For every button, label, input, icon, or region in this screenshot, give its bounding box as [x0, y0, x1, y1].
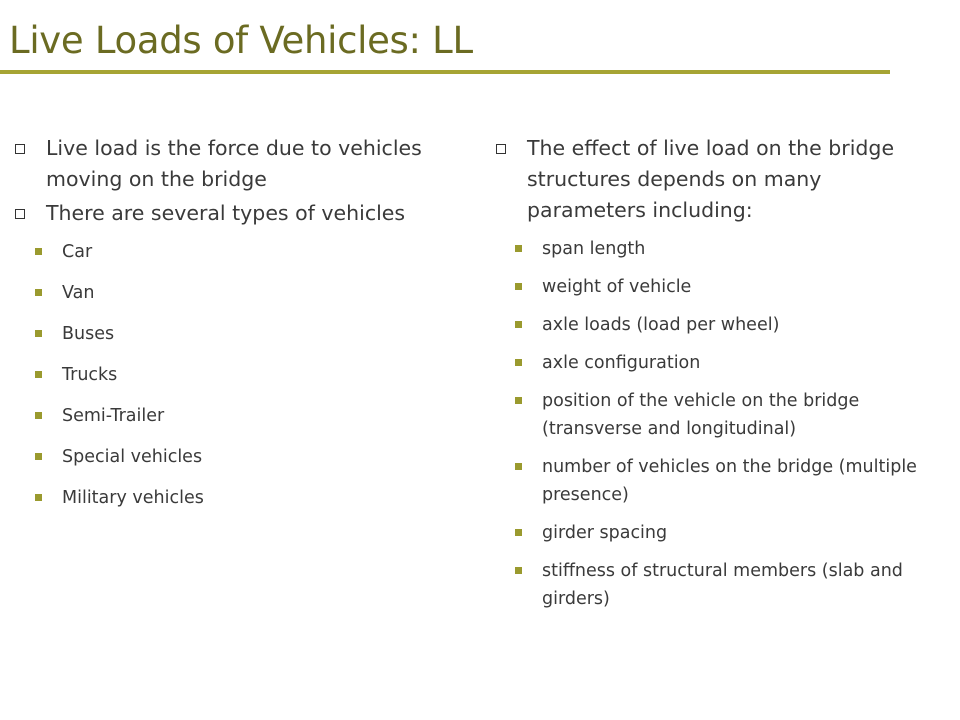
filled-square-bullet-icon: [35, 371, 42, 378]
filled-square-bullet-icon: [515, 567, 522, 574]
parameter-item: [512, 519, 935, 547]
sub-item-text: Buses: [62, 324, 115, 344]
bullet-vehicle-types: [14, 198, 444, 229]
sub-item-text: Semi-Trailer: [62, 406, 165, 426]
sub-item-text: Military vehicles: [62, 488, 204, 508]
vehicle-type-item: [32, 361, 444, 389]
vehicle-type-item: [32, 484, 444, 512]
sub-item-text: Trucks: [62, 365, 118, 385]
parameter-item: [512, 387, 935, 443]
right-bullet-list: [495, 133, 935, 226]
vehicle-type-item: [32, 443, 444, 471]
left-column: [14, 133, 444, 525]
parameter-item: [512, 453, 935, 509]
sub-item-text: weight of vehicle: [542, 277, 692, 297]
filled-square-bullet-icon: [35, 494, 42, 501]
bullet-text: The effect of live load on the bridge structures depends on many parameters including:: [527, 136, 895, 222]
bullet-live-load-definition: [14, 133, 444, 195]
vehicle-type-item: [32, 238, 444, 266]
sub-item-text: girder spacing: [542, 523, 668, 543]
sub-item-text: axle configuration: [542, 353, 701, 373]
sub-item-text: position of the vehicle on the bridge (transverse and longitudinal): [542, 391, 860, 439]
sub-item-text: span length: [542, 239, 646, 259]
bullet-live-load-effect: [495, 133, 935, 226]
left-bullet-list: [14, 133, 444, 229]
parameter-item: [512, 273, 935, 301]
bullet-text: There are several types of vehicles: [46, 201, 406, 225]
filled-square-bullet-icon: [35, 289, 42, 296]
filled-square-bullet-icon: [35, 412, 42, 419]
vehicle-type-item: [32, 279, 444, 307]
sub-item-text: Van: [62, 283, 95, 303]
filled-square-bullet-icon: [515, 321, 522, 328]
vehicle-type-item: [32, 402, 444, 430]
sub-item-text: Special vehicles: [62, 447, 203, 467]
hollow-square-bullet-icon: [496, 144, 506, 154]
parameter-item: [512, 311, 935, 339]
parameter-item: [512, 349, 935, 377]
filled-square-bullet-icon: [515, 359, 522, 366]
sub-item-text: number of vehicles on the bridge (multiple presence): [542, 457, 917, 505]
bullet-text: Live load is the force due to vehicles moving on the bridge: [46, 136, 422, 191]
parameter-item: [512, 557, 935, 613]
filled-square-bullet-icon: [35, 330, 42, 337]
vehicle-types-list: [32, 238, 444, 512]
sub-item-text: Car: [62, 242, 93, 262]
right-column: [495, 133, 935, 623]
filled-square-bullet-icon: [515, 283, 522, 290]
hollow-square-bullet-icon: [15, 144, 25, 154]
vehicle-type-item: [32, 320, 444, 348]
filled-square-bullet-icon: [35, 248, 42, 255]
filled-square-bullet-icon: [515, 463, 522, 470]
parameter-item: [512, 235, 935, 263]
filled-square-bullet-icon: [515, 529, 522, 536]
sub-item-text: stiffness of structural members (slab and girders): [542, 561, 903, 609]
filled-square-bullet-icon: [35, 453, 42, 460]
filled-square-bullet-icon: [515, 397, 522, 404]
slide-title: Live Loads of Vehicles: LL: [9, 19, 473, 62]
parameters-list: [512, 235, 935, 613]
hollow-square-bullet-icon: [15, 209, 25, 219]
title-underline: [0, 70, 890, 74]
sub-item-text: axle loads (load per wheel): [542, 315, 780, 335]
filled-square-bullet-icon: [515, 245, 522, 252]
